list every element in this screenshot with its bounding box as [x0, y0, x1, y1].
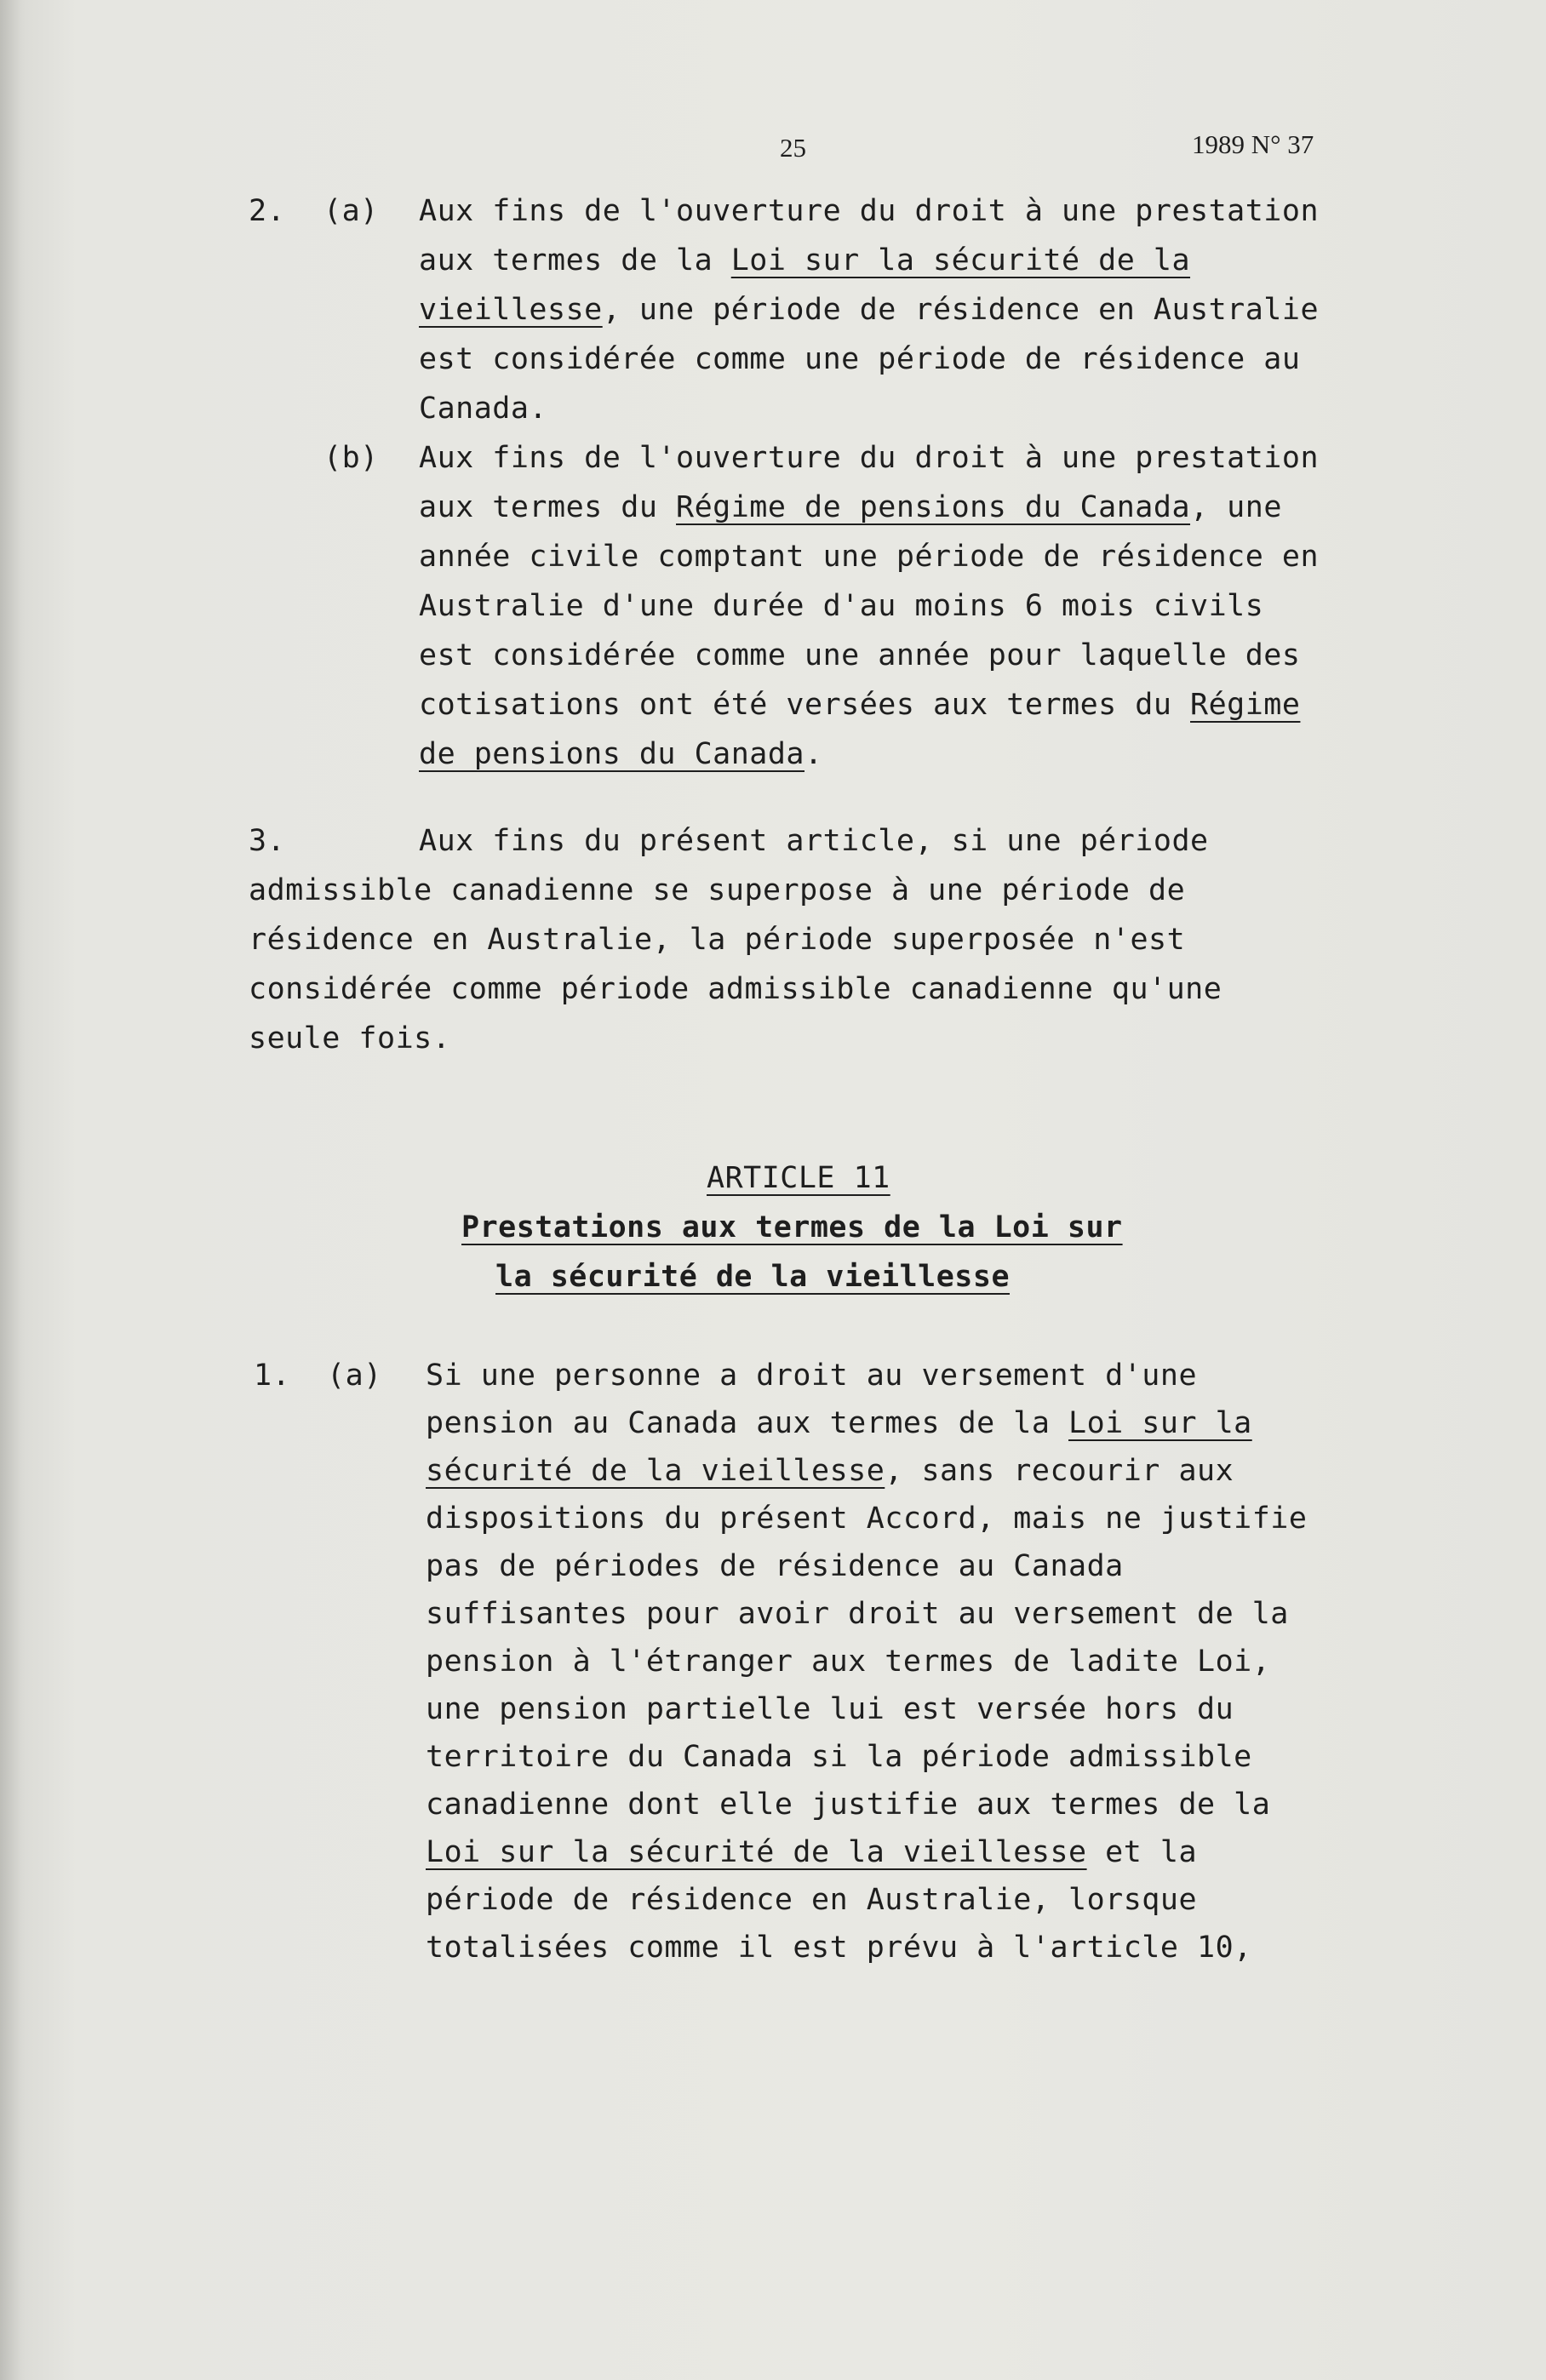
section-2-a-label: (a) — [324, 194, 379, 228]
paragraph-line: pension à l'étranger aux termes de ladite Loi, — [426, 1645, 1271, 1679]
paragraph-line: période de résidence en Australie, lorsque — [426, 1883, 1198, 1917]
paragraph-line: est considérée comme une année pour laquelle des — [419, 638, 1301, 672]
binding-shadow — [0, 0, 19, 2380]
paragraph-line: de pensions du Canada. — [419, 737, 823, 771]
paragraph-line: vieillesse, une période de résidence en Australie — [419, 293, 1320, 327]
section-1-a-label: (a) — [327, 1359, 382, 1393]
document-reference: 1989 N° 37 — [1192, 129, 1314, 159]
paragraph-line: totalisées comme il est prévu à l'article 10, — [426, 1931, 1252, 1965]
paragraph-line: Loi sur la sécurité de la vieillesse et la — [426, 1835, 1198, 1869]
paragraph-line: dispositions du présent Accord, mais ne justifie — [426, 1502, 1308, 1536]
paragraph-line: canadienne dont elle justifie aux termes de la — [426, 1788, 1271, 1822]
paragraph-line: cotisations ont été versées aux termes du Régime — [419, 688, 1301, 722]
paragraph-line: admissible canadienne se superpose à une période de — [249, 873, 1186, 907]
section-3-number: 3. — [249, 824, 286, 858]
paragraph-line: Australie d'une durée d'au moins 6 mois civils — [419, 589, 1264, 623]
section-1-number: 1. — [254, 1359, 291, 1393]
paragraph-line: aux termes du Régime de pensions du Canada, une — [419, 490, 1282, 524]
paragraph-line: Canada. — [419, 392, 548, 426]
page-number: 25 — [780, 133, 806, 163]
paragraph-line: une pension partielle lui est versée hors du — [426, 1692, 1234, 1726]
paragraph-line: résidence en Australie, la période superposée n'est — [249, 923, 1186, 957]
paragraph-line: pas de périodes de résidence au Canada — [426, 1549, 1124, 1583]
paragraph-line: aux termes de la Loi sur la sécurité de la — [419, 243, 1191, 277]
article-heading: ARTICLE 11 — [707, 1161, 890, 1195]
paragraph-line: est considérée comme une période de résidence au — [419, 342, 1301, 376]
article-subheading-line-1: Prestations aux termes de la Loi sur — [461, 1210, 1123, 1244]
paragraph-line: sécurité de la vieillesse, sans recourir aux — [426, 1454, 1234, 1488]
section-2-b-label: (b) — [324, 441, 379, 475]
paragraph-line: pension au Canada aux termes de la Loi sur la — [426, 1406, 1252, 1440]
paragraph-line: Aux fins de l'ouverture du droit à une prestation — [419, 441, 1320, 475]
paragraph-line: Aux fins du présent article, si une période — [419, 824, 1209, 858]
paragraph-line: suffisantes pour avoir droit au versement de la — [426, 1597, 1289, 1631]
paragraph-line: Si une personne a droit au versement d'une — [426, 1359, 1198, 1393]
article-subheading-line-2: la sécurité de la vieillesse — [495, 1260, 1011, 1294]
paragraph-line: territoire du Canada si la période admissible — [426, 1740, 1252, 1774]
paragraph-line: année civile comptant une période de résidence en — [419, 540, 1320, 574]
paragraph-line: considérée comme période admissible canadienne qu'une — [249, 972, 1222, 1006]
paragraph-line: Aux fins de l'ouverture du droit à une prestation — [419, 194, 1320, 228]
section-2-number: 2. — [249, 194, 286, 228]
paragraph-line: seule fois. — [249, 1021, 451, 1056]
